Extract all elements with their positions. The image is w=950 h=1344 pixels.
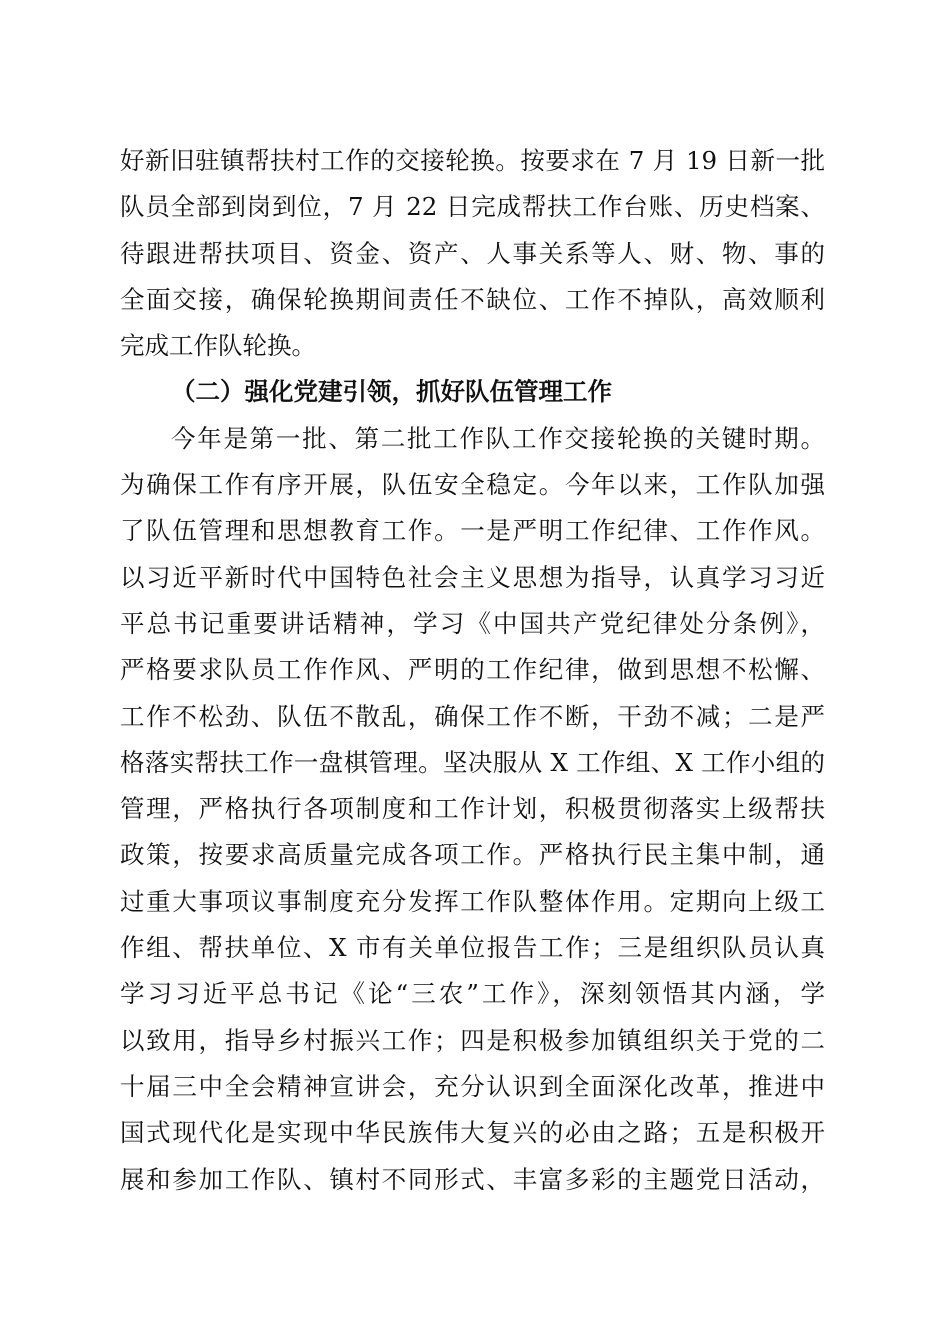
paragraph-line: 学习习近平总书记《论“三农”工作》，深刻领悟其内涵，学 [120, 979, 825, 1009]
paragraph-line: 待跟进帮扶项目、资金、资产、人事关系等人、财、物、事的 [120, 238, 825, 268]
paragraph-line: 平总书记重要讲话精神，学习《中国共产党纪律处分条例》， [120, 608, 825, 638]
paragraph-line: 今年是第一批、第二批工作队工作交接轮换的关键时期。 [171, 423, 825, 453]
paragraph-line: 好新旧驻镇帮扶村工作的交接轮换。按要求在 7 月 19 日新一批 [120, 146, 825, 175]
paragraph-line: 完成工作队轮换。 [120, 331, 316, 361]
paragraph-line: 以致用，指导乡村振兴工作；四是积极参加镇组织关于党的二 [120, 1025, 825, 1055]
paragraph-line: 政策，按要求高质量完成各项工作。严格执行民主集中制，通 [120, 840, 825, 870]
paragraph-line: 了队伍管理和思想教育工作。一是严明工作纪律、工作作风。 [120, 516, 825, 546]
paragraph-line: 队员全部到岗到位，7 月 22 日完成帮扶工作台账、历史档案、 [120, 192, 825, 222]
paragraph-line: 国式现代化是实现中华民族伟大复兴的必由之路；五是积极开 [120, 1118, 825, 1148]
paragraph-line: 严格要求队员工作作风、严明的工作纪律，做到思想不松懈、 [120, 655, 825, 685]
document-body [120, 138, 825, 1203]
section-heading: （二）强化党建引领，抓好队伍管理工作 [171, 377, 612, 407]
paragraph-line: 作组、帮扶单位、X 市有关单位报告工作；三是组织队员认真 [120, 933, 825, 963]
paragraph-line: 管理，严格执行各项制度和工作计划，积极贯彻落实上级帮扶 [120, 794, 825, 824]
paragraph-line: 工作不松劲、队伍不散乱，确保工作不断，干劲不减；二是严 [120, 701, 825, 731]
paragraph-line: 过重大事项议事制度充分发挥工作队整体作用。定期向上级工 [120, 886, 825, 916]
paragraph-line: 为确保工作有序开展，队伍安全稳定。今年以来，工作队加强 [120, 470, 825, 500]
paragraph-line: 格落实帮扶工作一盘棋管理。坚决服从 X 工作组、X 工作小组的 [120, 747, 825, 777]
paragraph-line: 以习近平新时代中国特色社会主义思想为指导，认真学习习近 [120, 562, 825, 592]
paragraph-line: 十届三中全会精神宣讲会，充分认识到全面深化改革，推进中 [120, 1071, 825, 1101]
paragraph-line: 全面交接，确保轮换期间责任不缺位、工作不掉队，高效顺利 [120, 284, 825, 314]
paragraph-line: 展和参加工作队、镇村不同形式、丰富多彩的主题党日活动， [120, 1164, 825, 1194]
